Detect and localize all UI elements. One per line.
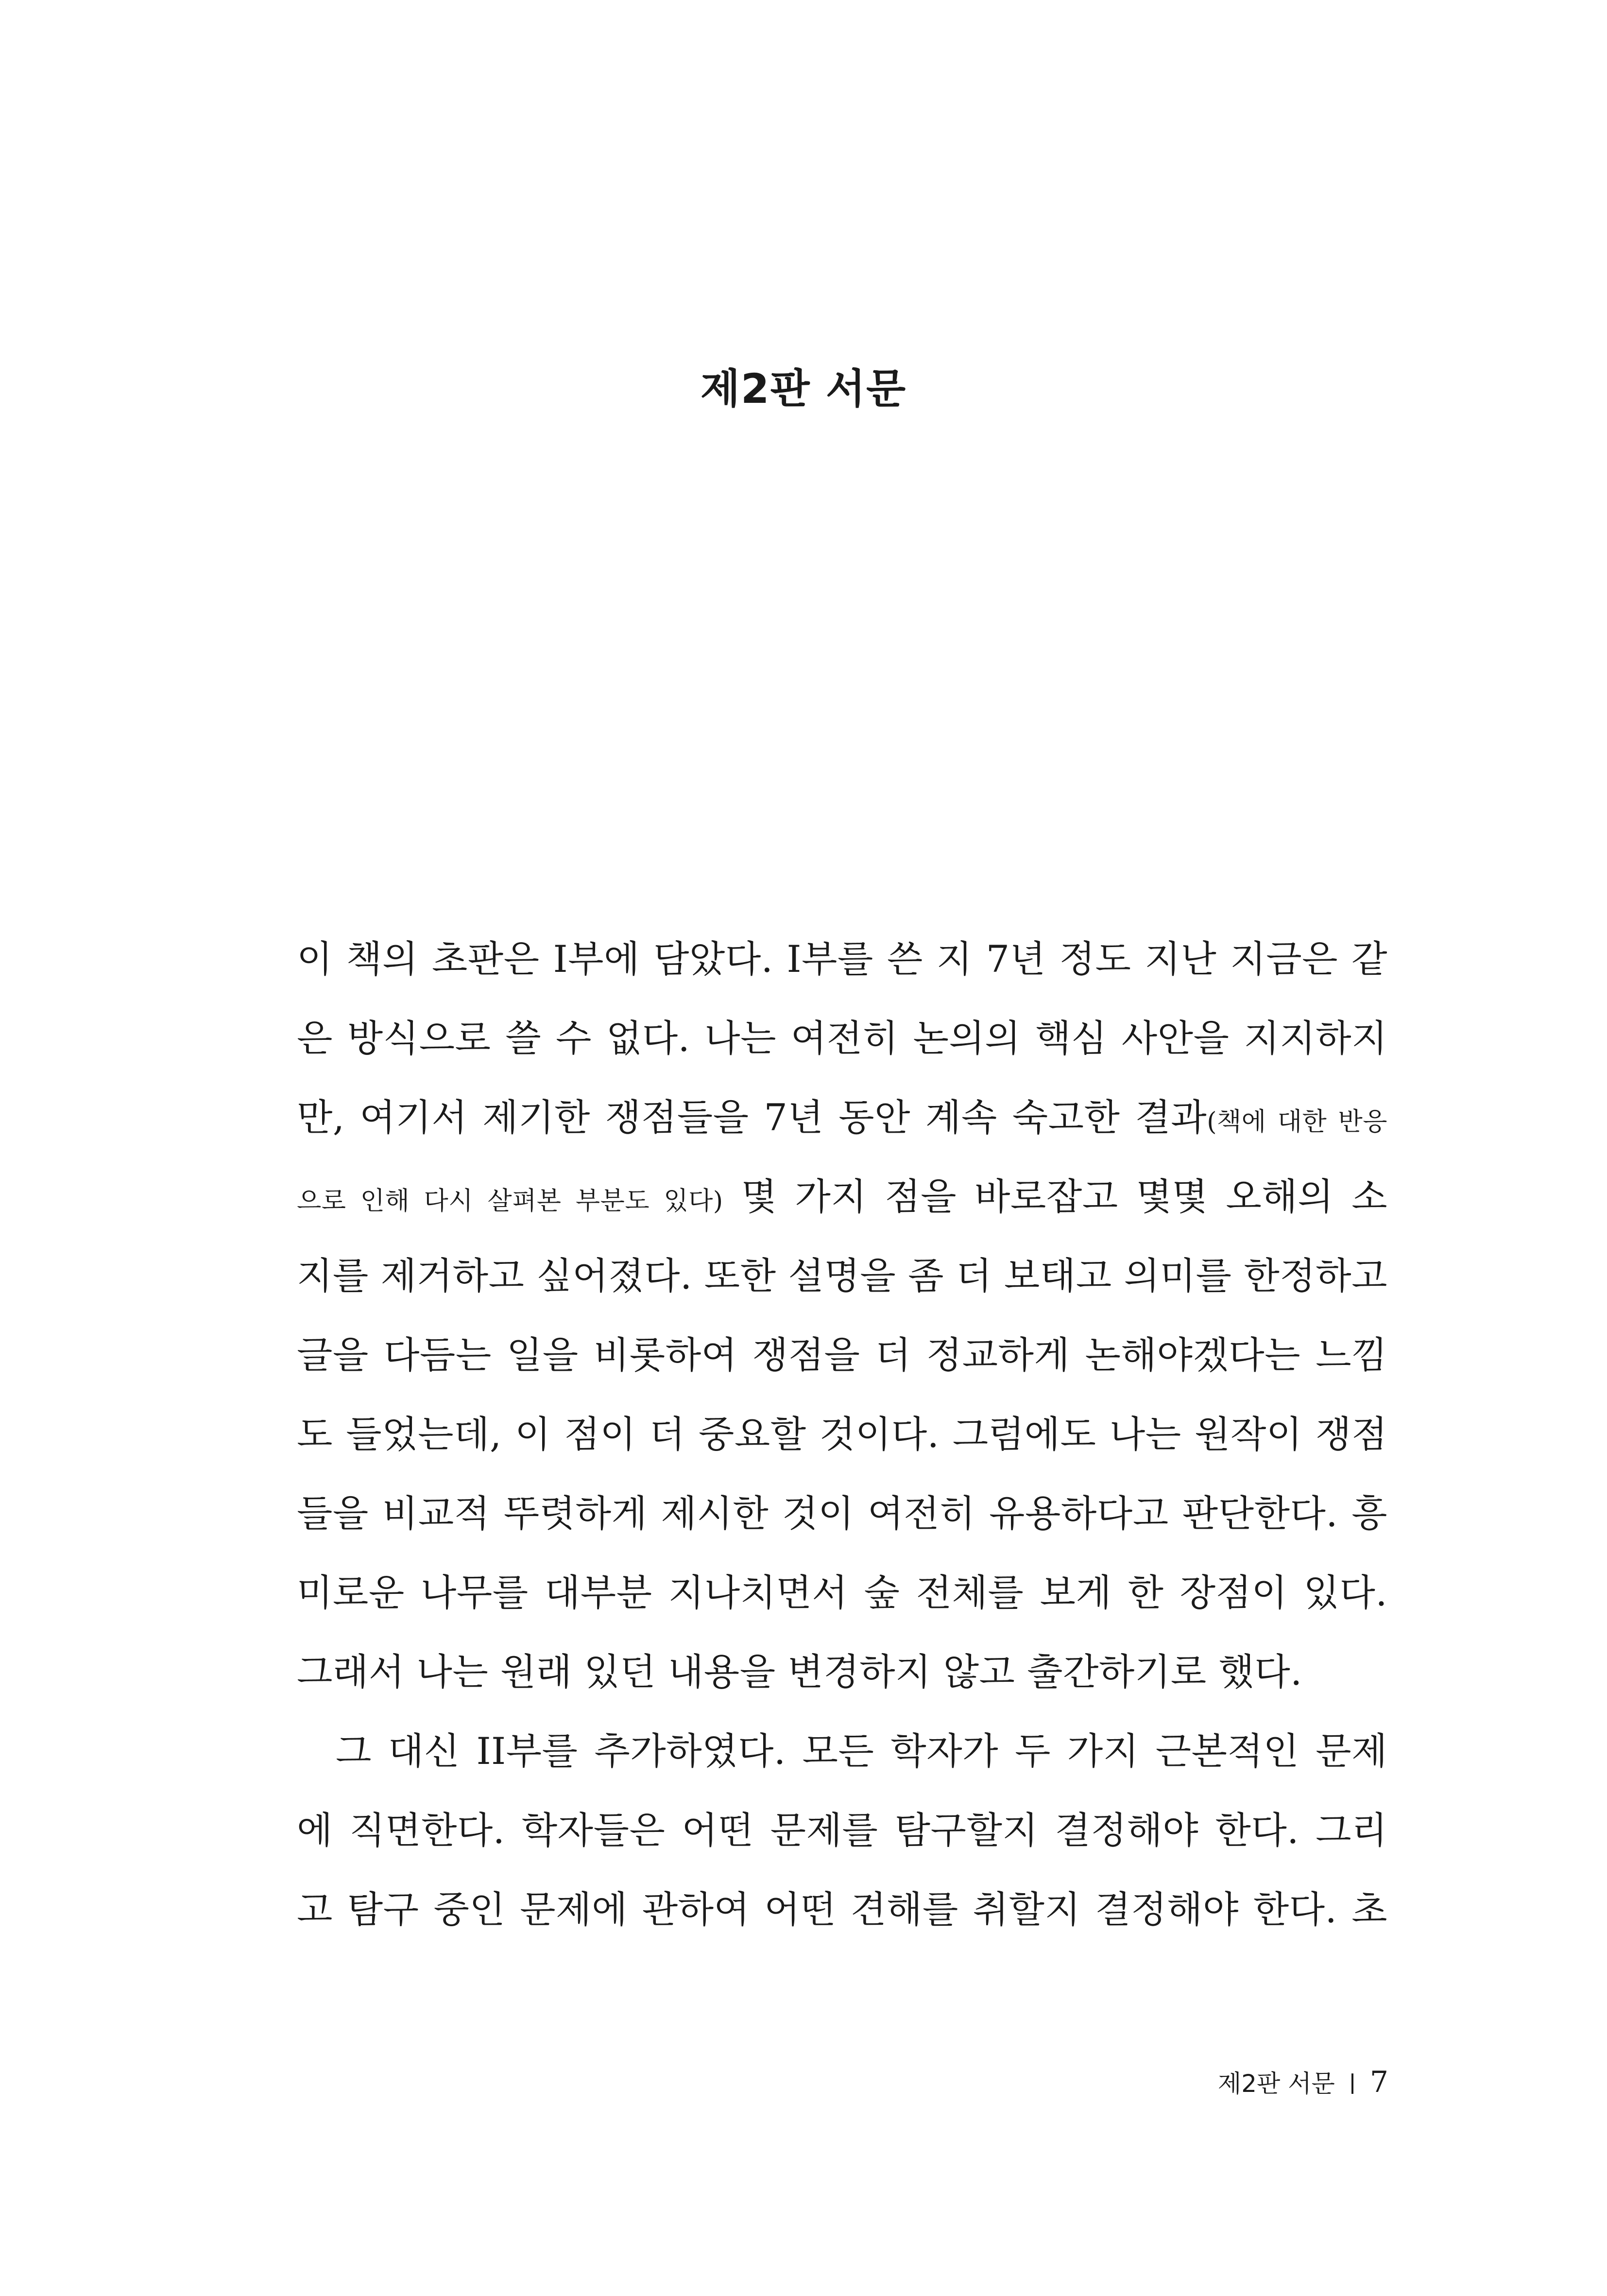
running-title: 제2판 서문 (1217, 2070, 1335, 2098)
text-line-3 (297, 1078, 1387, 1157)
page-number: 7 (1369, 2065, 1388, 2099)
text-line-4-main: 몇 가지 점을 바로잡고 몇몇 오해의 소 (723, 1175, 1387, 1218)
chapter-title: 제2판 서문 (700, 365, 907, 413)
text-line-5: 지를 제거하고 싶어졌다. 또한 설명을 좀 더 보태고 의미를 한정하고 (297, 1254, 1387, 1297)
text-line-4 (297, 1157, 1387, 1236)
text-line-7: 도 들었는데, 이 점이 더 중요할 것이다. 그럼에도 나는 원작이 쟁점 (297, 1413, 1387, 1456)
text-line-1: 이 책의 초판은 I부에 담았다. I부를 쓴 지 7년 정도 지난 지금은 같 (297, 937, 1387, 981)
text-line-9: 미로운 나무를 대부분 지나치면서 숲 전체를 보게 한 장점이 있다. (297, 1571, 1387, 1614)
text-line-2: 은 방식으로 쓸 수 없다. 나는 여전히 논의의 핵심 사안을 지지하지 (297, 1017, 1387, 1060)
text-line-10: 그래서 나는 원래 있던 내용을 변경하지 않고 출간하기로 했다. (297, 1650, 1302, 1693)
footer-separator (1351, 2073, 1353, 2094)
text-line-6: 글을 다듬는 일을 비롯하여 쟁점을 더 정교하게 논해야겠다는 느낌 (297, 1333, 1387, 1377)
text-line-12: 에 직면한다. 학자들은 어떤 문제를 탐구할지 결정해야 한다. 그리 (297, 1809, 1387, 1852)
text-line-8: 들을 비교적 뚜렷하게 제시한 것이 여전히 유용하다고 판단한다. 흥 (297, 1492, 1387, 1535)
parenthetical-note-end: 으로 인해 다시 살펴본 부분도 있다) (297, 1187, 723, 1216)
page-footer (1218, 2065, 1388, 2101)
parenthetical-note-start: (책에 대한 반응 (1207, 1107, 1387, 1137)
body-text (297, 919, 1387, 1949)
text-line-13: 고 탐구 중인 문제에 관하여 어떤 견해를 취할지 결정해야 한다. 초 (297, 1888, 1387, 1931)
text-line-3-main: 만, 여기서 제기한 쟁점들을 7년 동안 계속 숙고한 결과 (297, 1096, 1207, 1139)
text-line-11: 그 대신 II부를 추가하였다. 모든 학자가 두 가지 근본적인 문제 (336, 1729, 1387, 1773)
